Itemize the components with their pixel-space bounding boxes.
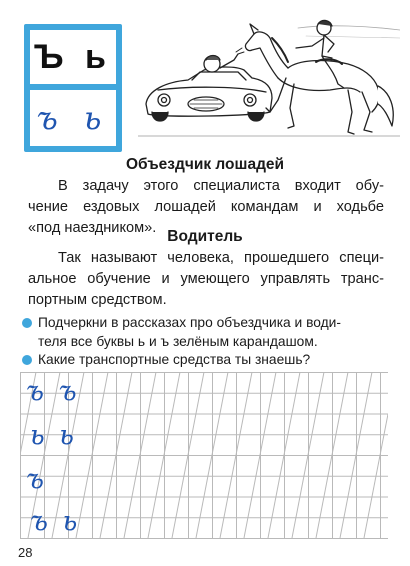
- text-line: В задачу этого специалиста входит обу-: [58, 178, 384, 194]
- text-line: альное обучение и умеющего управлять транс-: [28, 271, 384, 287]
- sample-hard-sign: ъ: [26, 464, 47, 495]
- writing-grid[interactable]: [20, 372, 388, 539]
- print-letters: Ъ ь: [30, 30, 116, 84]
- bullet-icon: [22, 318, 32, 328]
- section-text-driver: [28, 248, 384, 311]
- text-line: портным средством.: [28, 292, 167, 308]
- text-line: чение ездовых лошадей командам и ходьбе: [28, 199, 384, 215]
- section-title-horse-trainer: Объездчик лошадей: [125, 156, 285, 173]
- sample-hard-soft: ъ ь: [30, 506, 81, 537]
- letter-card: [24, 24, 122, 152]
- page-number: 28: [18, 545, 33, 560]
- text-line: Так называют человека, прошедшего специ-: [58, 250, 384, 266]
- text-line: Какие транспортные средства ты знаешь?: [38, 352, 311, 367]
- sample-soft-sign: ь ь: [30, 420, 77, 451]
- section-title-driver: Водитель: [167, 228, 243, 245]
- sample-hard-sign: ъ ъ: [26, 376, 80, 407]
- horse-rider-and-car-icon: [138, 8, 400, 142]
- text-line: Подчеркни в рассказах про объездчика и води-: [38, 315, 341, 330]
- text-line: теля все буквы ь и ъ зелёным карандашом.: [38, 333, 318, 349]
- text-line: «под наездником».: [28, 220, 157, 236]
- bullet-icon: [22, 355, 32, 365]
- script-letters: ъ ь: [30, 90, 116, 146]
